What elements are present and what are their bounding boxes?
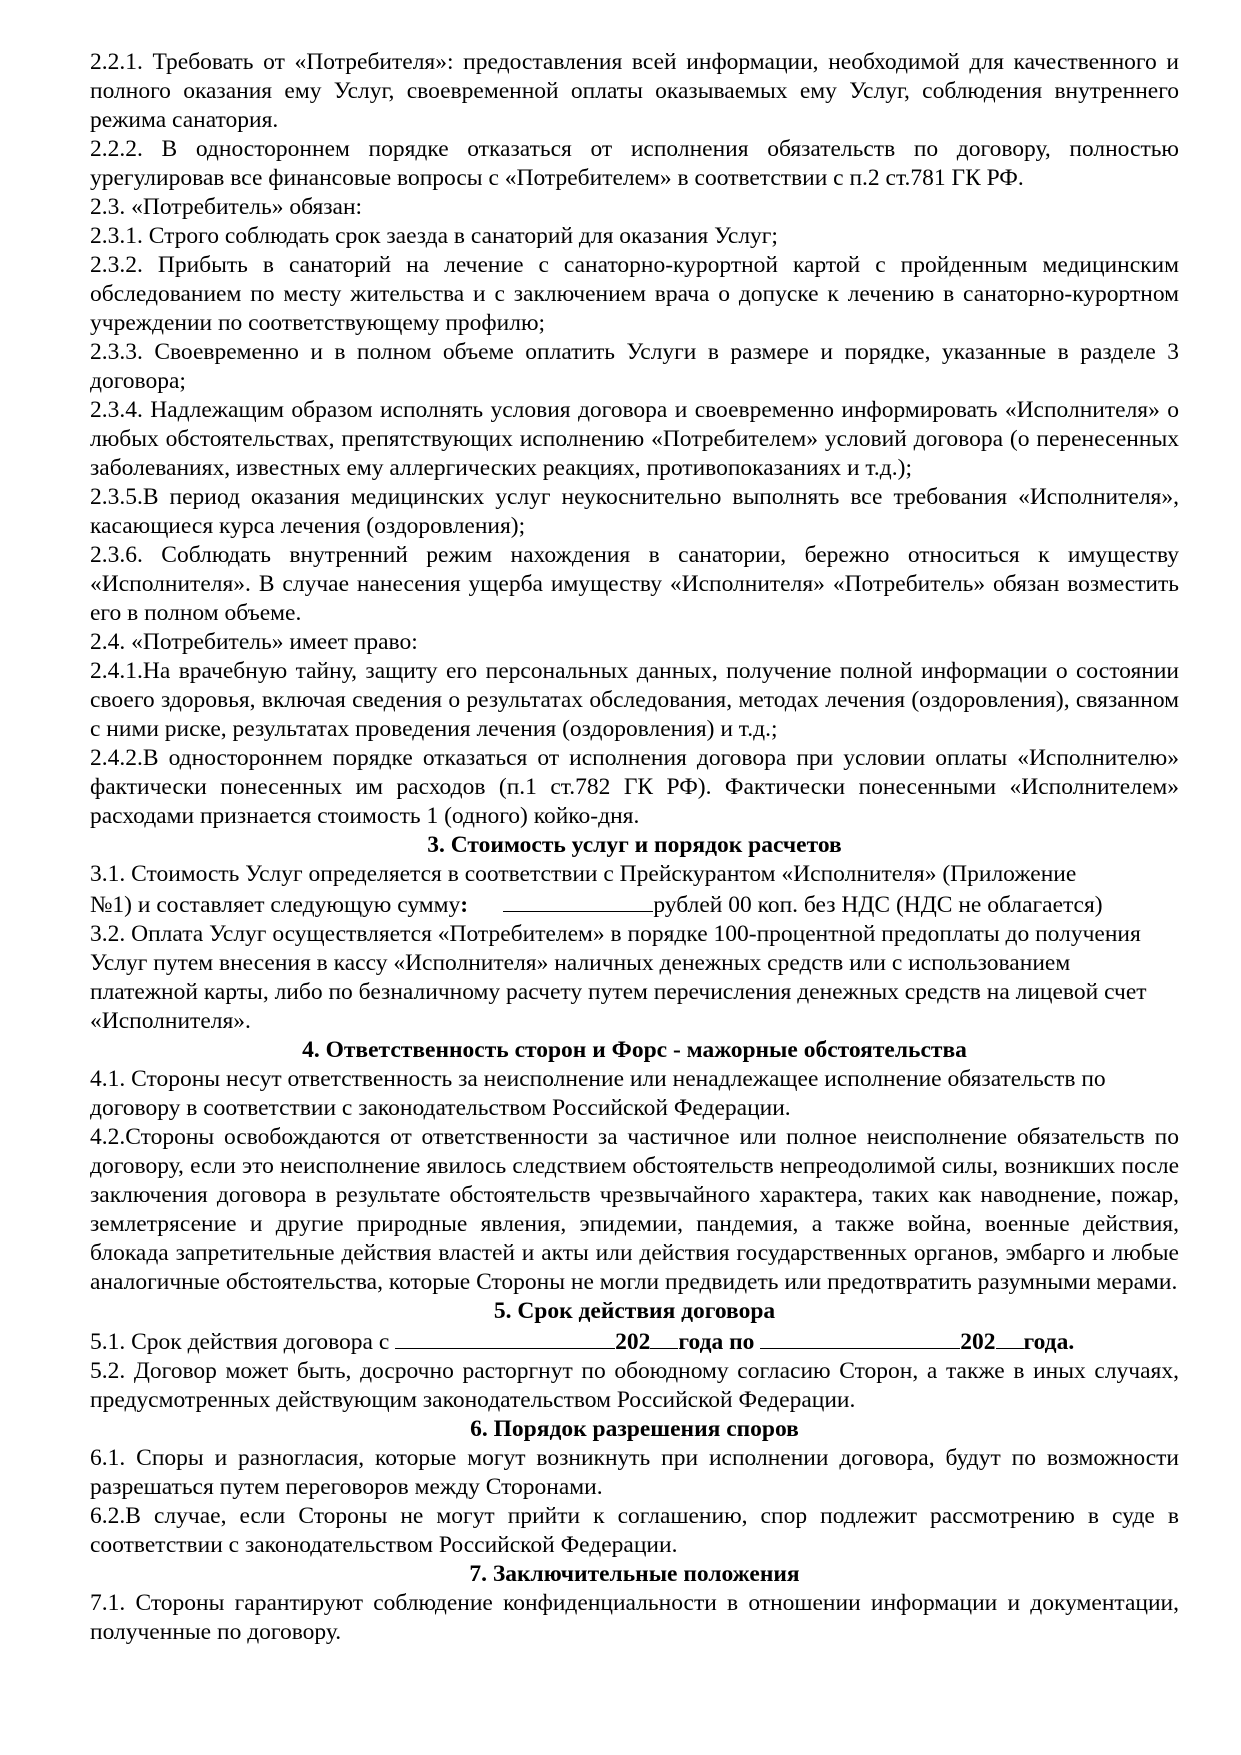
clause-2-3-4: 2.3.4. Надлежащим образом исполнять условия договора и своевременно информировать «Исполнителя» о любых обстоятельствах, препятствующих исполнению «Потребителем» условий договора (о перенесенных заболеваниях, известных ему аллергических реакциях, противопоказаниях и т.д.); (90, 397, 1179, 481)
clause-2-4-2: 2.4.2.В одностороннем порядке отказаться от исполнения договора при условии оплаты «Исполнителю» фактически понесенных им расходов (п.1 ст.782 ГК РФ). Фактически понесенными «Исполнителем» расходами признается стоимость 1 (одного) койко-дня. (90, 745, 1179, 829)
clause-5-2: 5.2. Договор может быть, досрочно расторгнут по обоюдному согласию Сторон, а также в иных случаях, предусмотренных действующим законодательством Российской Федерации. (90, 1358, 1179, 1413)
end-year-blank (996, 1326, 1024, 1349)
clause-3-2: 3.2. Оплата Услуг осуществляется «Потребителем» в порядке 100-процентной предоплаты до получения Услуг путем внесения в кассу «Исполнителя» наличных денежных средств или с использованием платежной карты, либо по безналичному расчету путем перечисления денежных средств на лицевой счет «Исполнителя». (90, 921, 1147, 1034)
section-5-heading: 5. Срок действия договора (493, 1298, 776, 1324)
clause-2-3: 2.3. «Потребитель» обязан: (90, 194, 363, 220)
clause-3-1-line-1: 3.1. Стоимость Услуг определяется в соответствии с Прейскурантом «Исполнителя» (Приложение (90, 861, 1077, 887)
clause-7-1: 7.1. Стороны гарантируют соблюдение конфиденциальности в отношении информации и документации, полученные по договору. (90, 1590, 1179, 1645)
clause-5-1-end: года. (1023, 1329, 1075, 1355)
clause-2-4-1: 2.4.1.На врачебную тайну, защиту его персональных данных, получение полной информации о состоянии своего здоровья, включая сведения о результатах обследования, методах лечения (оздоровления), связанном с ними риске, результатах проведения лечения (оздоровления) и т.д.; (90, 658, 1179, 742)
clause-5-1-mid: года по (678, 1329, 755, 1355)
clause-2-3-6: 2.3.6. Соблюдать внутренний режим нахождения в санатории, бережно относиться к имуществу «Исполнителя». В случае нанесения ущерба имуществу «Исполнителя» «Потребитель» обязан возместить его в полном объеме. (90, 542, 1179, 626)
clause-3-1-currency: рублей 00 коп. без НДС (НДС не облагается) (653, 892, 1103, 918)
start-year-blank (650, 1326, 678, 1349)
clause-2-3-5: 2.3.5.В период оказания медицинских услуг неукоснительно выполнять все требования «Исполнителя», касающиеся курса лечения (оздоровления); (90, 484, 1179, 539)
amount-blank-field (503, 889, 653, 912)
clause-4-2: 4.2.Стороны освобождаются от ответственности за частичное или полное неисполнение обязательств по договору, если это неисполнение явилось следствием обстоятельств непреодолимой силы, возникших после заключения договора в результате обстоятельств чрезвычайного характера, таких как наводнение, пожар, землетрясение и другие природные явления, эпидемии, пандемия, а также война, военные действия, блокада запретительные действия властей и акты или действия государственных органов, эмбарго и любые аналогичные обстоятельства, которые Стороны не могли предвидеть или предотвратить разумными мерами. (90, 1124, 1179, 1295)
clause-2-2-2: 2.2.2. В одностороннем порядке отказаться от исполнения обязательств по договору, полностью урегулировав все финансовые вопросы с «Потребителем» в соответствии с п.2 ст.781 ГК РФ. (90, 136, 1179, 191)
clause-2-3-1: 2.3.1. Строго соблюдать срок заезда в санаторий для оказания Услуг; (90, 223, 778, 249)
end-date-blank (760, 1326, 960, 1349)
section-4-heading: 4. Ответственность сторон и Форс - мажорные обстоятельства (302, 1037, 967, 1063)
clause-2-3-2: 2.3.2. Прибыть в санаторий на лечение с санаторно-курортной картой с пройденным медицинским обследованием по месту жительства и с заключением врача о допуске к лечению в санаторно-курортном учреждении по соответствующему профилю; (90, 252, 1179, 336)
clause-2-3-3: 2.3.3. Своевременно и в полном объеме оплатить Услуги в размере и порядке, указанные в разделе 3 договора; (90, 339, 1179, 394)
section-6-heading: 6. Порядок разрешения споров (470, 1416, 799, 1442)
start-year-prefix: 202 (615, 1329, 651, 1355)
clause-6-2: 6.2.В случае, если Стороны не могут прийти к соглашению, спор подлежит рассмотрению в суде в соответствии с законодательством Российской Федерации. (90, 1503, 1179, 1558)
clause-3-1-colon: : (460, 892, 469, 918)
clause-6-1: 6.1. Споры и разногласия, которые могут возникнуть при исполнении договора, будут по возможности разрешаться путем переговоров между Сторонами. (90, 1445, 1179, 1500)
clause-5-1 (90, 1326, 1179, 1357)
clause-2-4: 2.4. «Потребитель» имеет право: (90, 629, 418, 655)
clause-3-1-sum-label: №1) и составляет следующую сумму (90, 892, 461, 918)
end-year-prefix: 202 (960, 1329, 996, 1355)
clause-2-2-1: 2.2.1. Требовать от «Потребителя»: предоставления всей информации, необходимой для качественного и полного оказания ему Услуг, своевременной оплаты оказываемых ему Услуг, соблюдения внутреннего режима санатория. (90, 49, 1179, 133)
clause-3-1-line-2 (90, 889, 1179, 920)
clause-5-1-prefix: 5.1. Срок действия договора с (90, 1329, 390, 1355)
clause-4-1: 4.1. Стороны несут ответственность за неисполнение или ненадлежащее исполнение обязательств по договору в соответствии с законодательством Российской Федерации. (90, 1066, 1106, 1121)
section-7-heading: 7. Заключительные положения (469, 1561, 800, 1587)
start-date-blank (395, 1326, 615, 1349)
section-3-heading: 3. Стоимость услуг и порядок расчетов (427, 832, 842, 858)
